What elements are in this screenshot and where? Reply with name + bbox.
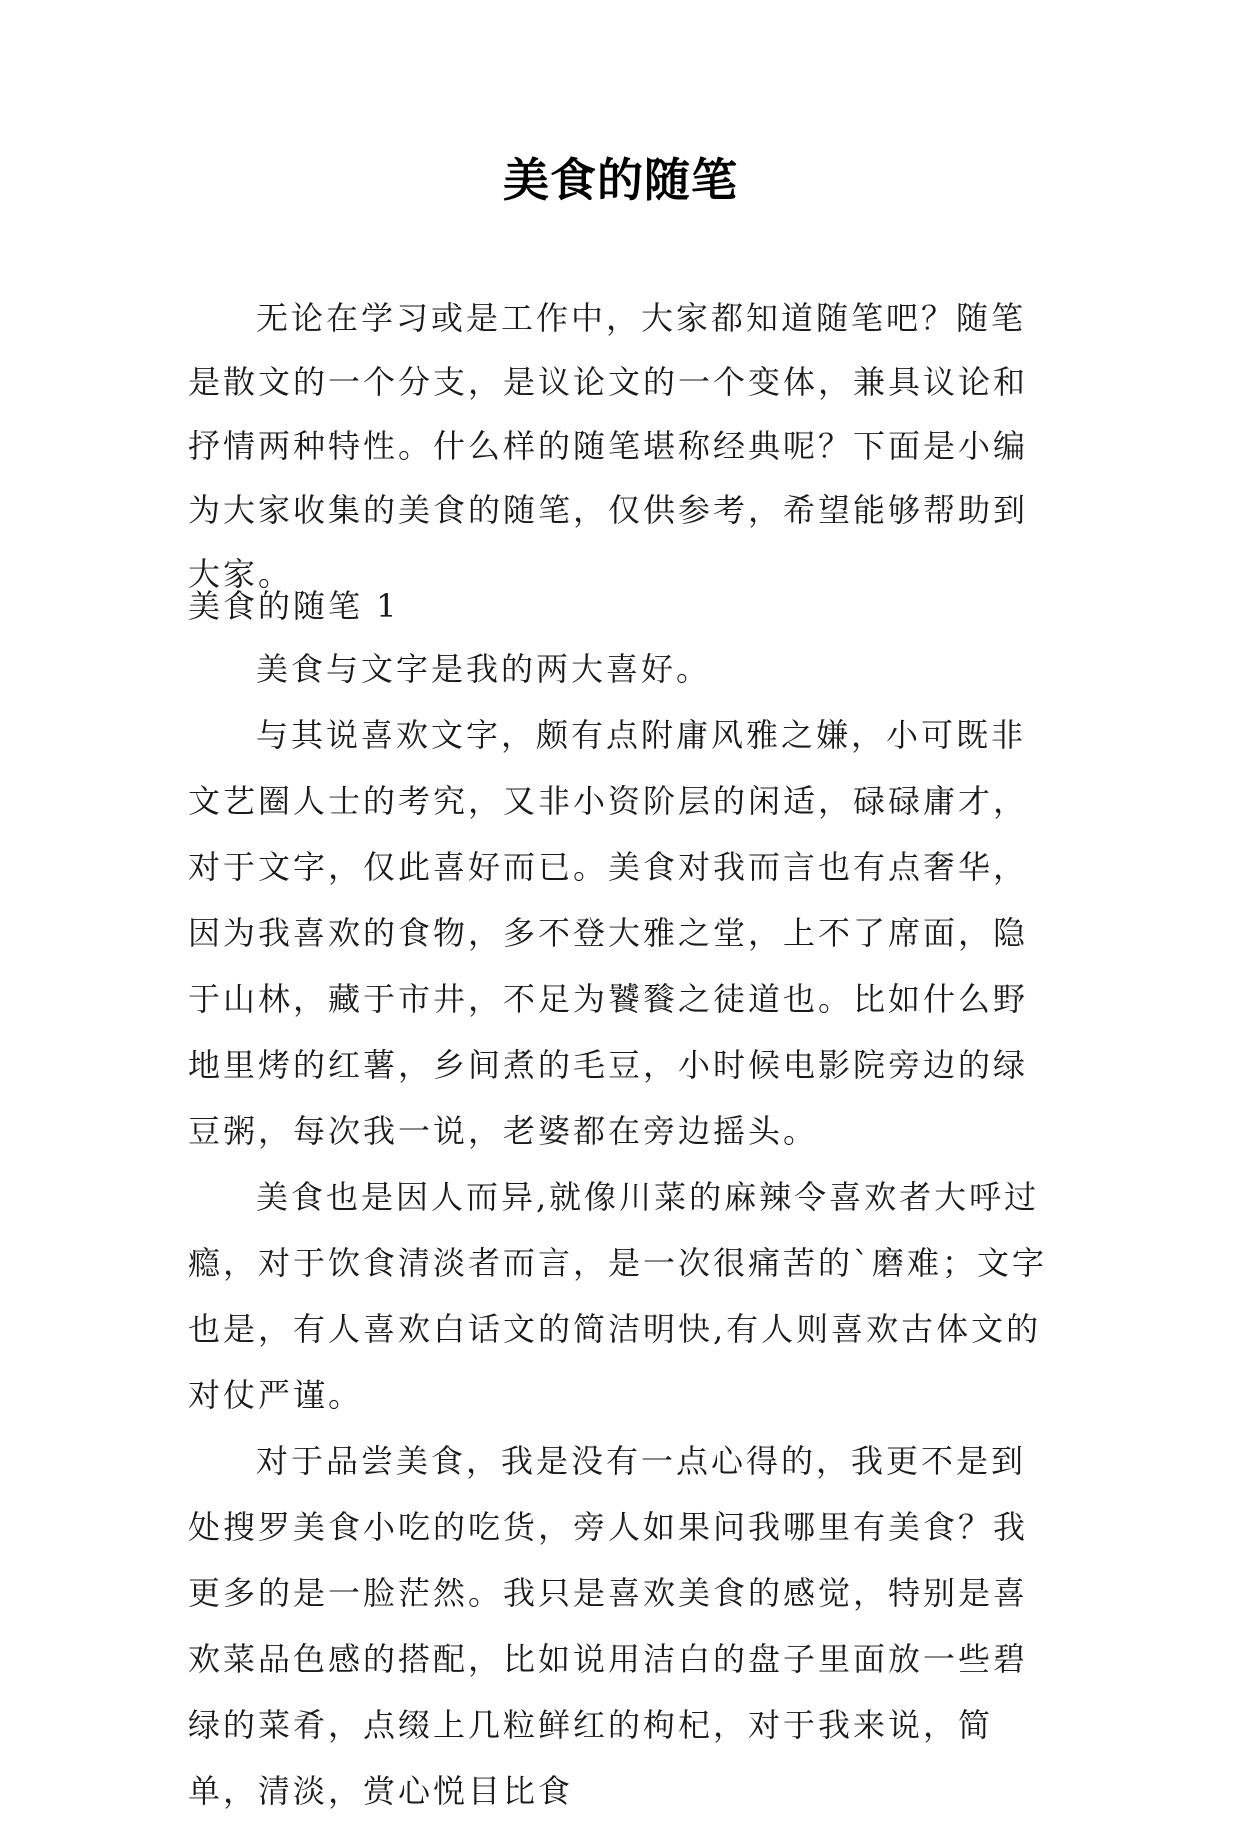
- intro-paragraph: 无论在学习或是工作中，大家都知道随笔吧？随笔是散文的一个分支，是议论文的一个变体，兼具议论和抒情两种特性。什么样的随笔堪称经典呢？下面是小编为大家收集的美食的随笔，仅供参考，希望能够帮助到大家。: [188, 299, 1029, 593]
- paragraph: 与其说喜欢文字，颇有点附庸风雅之嫌，小可既非文艺圈人士的考究，又非小资阶层的闲适，碌碌庸才，对于文字，仅此喜好而已。美食对我而言也有点奢华，因为我喜欢的食物，多不登大雅之堂，上不了席面，隐于山林，藏于市井，不足为饕餮之徒道也。比如什么野地里烤的红薯，乡间煮的毛豆，小时候电影院旁边的绿豆粥，每次我一说，老婆都在旁边摇头。: [188, 716, 1029, 1150]
- section-heading: 美食的随笔 1: [188, 587, 400, 625]
- paragraph: 美食与文字是我的两大喜好。: [256, 650, 712, 688]
- document-title: 美食的随笔: [503, 153, 738, 207]
- paragraph: 美食也是因人而异,就像川菜的麻辣令喜欢者大呼过瘾，对于饮食清淡者而言，是一次很痛苦的`磨难；文字也是，有人喜欢白话文的简洁明快,有人则喜欢古体文的对仗严谨。: [188, 1178, 1048, 1414]
- section-content: [188, 636, 1058, 1824]
- paragraph: 对于品尝美食，我是没有一点心得的，我更不是到处搜罗美食小吃的吃货，旁人如果问我哪里有美食？我更多的是一脸茫然。我只是喜欢美食的感觉，特别是喜欢菜品色感的搭配，比如说用洁白的盘子里面放一些碧绿的菜肴，点缀上几粒鲜红的枸杞，对于我来说，简单，清淡，赏心悦目比食: [188, 1442, 1029, 1810]
